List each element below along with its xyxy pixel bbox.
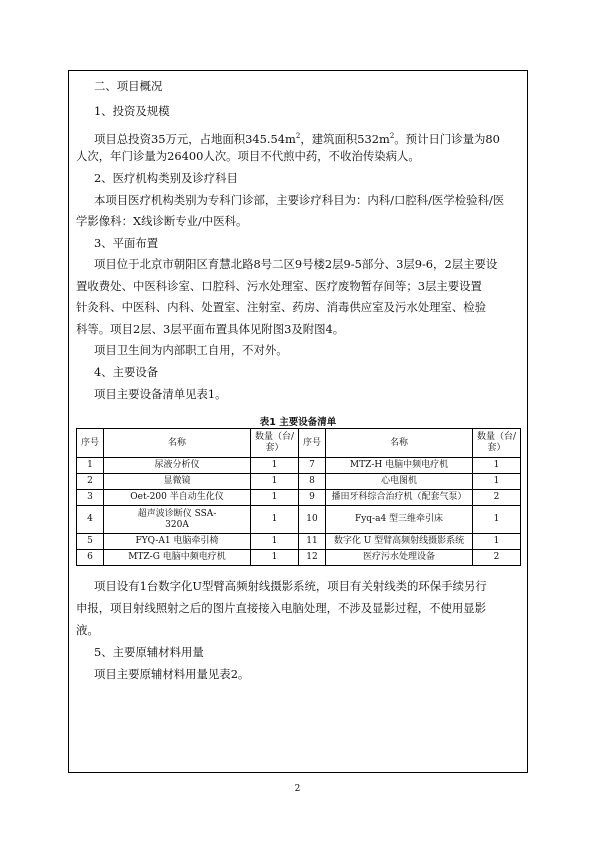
cell-name: MTZ-H 电脑中频电疗机 xyxy=(326,458,473,474)
cell-seq: 10 xyxy=(299,506,326,534)
cell-qty: 2 xyxy=(473,490,521,506)
layout-paragraph-line: 针灸科、中医科、内科、处置室、注射室、药房、消毒供应室及污水处理室、检验 xyxy=(76,300,487,314)
header-qty: 数量（台/套） xyxy=(473,429,521,458)
cell-name: Oet-200 半自动生化仪 xyxy=(104,490,251,506)
cell-seq: 4 xyxy=(77,506,104,534)
cell-seq: 7 xyxy=(299,458,326,474)
table-row xyxy=(77,534,521,550)
cell-seq: 2 xyxy=(77,474,104,490)
table-row xyxy=(77,490,521,506)
investment-paragraph-line: 项目总投资35万元，占地面积$345.54m^2$，建筑面积$532m^2$。预计日门诊量为80 xyxy=(94,132,500,146)
cell-name: FYQ-A1 电脑牵引椅 xyxy=(104,534,251,550)
category-paragraph-line: 学影像科：X线诊断专业/中医科。 xyxy=(76,214,248,228)
cell-qty: 1 xyxy=(251,458,299,474)
cell-name: 数字化 U 型臂高频射线摄影系统 xyxy=(326,534,473,550)
cell-seq: 5 xyxy=(77,534,104,550)
layout-paragraph-line: 项目卫生间为内部职工自用，不对外。 xyxy=(94,343,288,357)
cell-seq: 6 xyxy=(77,550,104,566)
cell-qty: 1 xyxy=(473,458,521,474)
table-row xyxy=(77,458,521,474)
cell-name: 心电图机 xyxy=(326,474,473,490)
header-seq: 序号 xyxy=(77,429,104,458)
cell-seq: 11 xyxy=(299,534,326,550)
cell-seq: 8 xyxy=(299,474,326,490)
cell-qty: 1 xyxy=(251,490,299,506)
cell-qty: 1 xyxy=(473,506,521,534)
equipment-note-line: 液。 xyxy=(76,623,99,637)
table-header-row xyxy=(77,429,521,458)
cell-name: 播田牙科综合治疗机（配套气泵） xyxy=(326,490,473,506)
cell-seq: 9 xyxy=(299,490,326,506)
cell-name: 显微镜 xyxy=(104,474,251,490)
layout-paragraph-line: 项目位于北京市朝阳区育慧北路8号二区9号楼2层9-5部分、3层9-6，2层主要设 xyxy=(94,257,498,271)
layout-paragraph-line: 科等。项目2层、3层平面布置具体见附图3及附图4。 xyxy=(76,322,345,336)
equipment-paragraph-line: 项目主要设备清单见表1。 xyxy=(94,387,227,401)
cell-qty: 1 xyxy=(251,550,299,566)
cell-name: 医疗污水处理设备 xyxy=(326,550,473,566)
header-seq: 序号 xyxy=(299,429,326,458)
equipment-note-line: 申报，项目射线照射之后的图片直接接入电脑处理，不涉及显影过程，不使用显影 xyxy=(76,601,487,615)
category-paragraph-line: 本项目医疗机构类别为专科门诊部，主要诊疗科目为：内科/口腔科/医学检验科/医 xyxy=(94,193,505,207)
subsection-title-investment: 1、投资及规模 xyxy=(94,104,170,118)
cell-qty: 1 xyxy=(251,474,299,490)
header-name: 名称 xyxy=(326,429,473,458)
subsection-title-materials: 5、主要原辅材料用量 xyxy=(94,645,204,659)
page-number: 2 xyxy=(294,784,301,794)
investment-paragraph-line: 人次，年门诊量为26400人次。项目不代煎中药，不收治传染病人。 xyxy=(76,149,420,163)
subsection-title-equipment: 4、主要设备 xyxy=(94,365,159,379)
equipment-note-line: 项目设有1台数字化U型臂高频射线摄影系统，项目有关射线类的环保手续另行 xyxy=(94,579,487,593)
table-row xyxy=(77,474,521,490)
table-caption: 表1 主要设备清单 xyxy=(259,417,337,428)
materials-paragraph-line: 项目主要原辅材料用量见表2。 xyxy=(94,667,250,681)
cell-qty: 1 xyxy=(251,506,299,534)
cell-name: 尿液分析仪 xyxy=(104,458,251,474)
subsection-title-layout: 3、平面布置 xyxy=(94,236,159,250)
cell-seq: 3 xyxy=(77,490,104,506)
table-row xyxy=(77,506,521,534)
cell-qty: 1 xyxy=(473,474,521,490)
cell-name: MTZ-G 电脑中频电疗机 xyxy=(104,550,251,566)
subsection-title-category: 2、医疗机构类别及诊疗科目 xyxy=(94,171,238,185)
equipment-table xyxy=(76,428,521,566)
header-name: 名称 xyxy=(104,429,251,458)
header-qty: 数量（台/套） xyxy=(251,429,299,458)
cell-seq: 1 xyxy=(77,458,104,474)
cell-qty: 1 xyxy=(473,534,521,550)
cell-qty: 2 xyxy=(473,550,521,566)
cell-name: 超声波诊断仪 SSA-320A xyxy=(104,506,251,534)
layout-paragraph-line: 置收费处、中医科诊室、口腔科、污水处理室、医疗废物暂存间等；3层主要设置 xyxy=(76,279,482,293)
cell-seq: 12 xyxy=(299,550,326,566)
table-row xyxy=(77,550,521,566)
section-title: 二、项目概况 xyxy=(94,79,163,93)
cell-name: Fyq-a4 型三维牵引床 xyxy=(326,506,473,534)
cell-qty: 1 xyxy=(251,534,299,550)
